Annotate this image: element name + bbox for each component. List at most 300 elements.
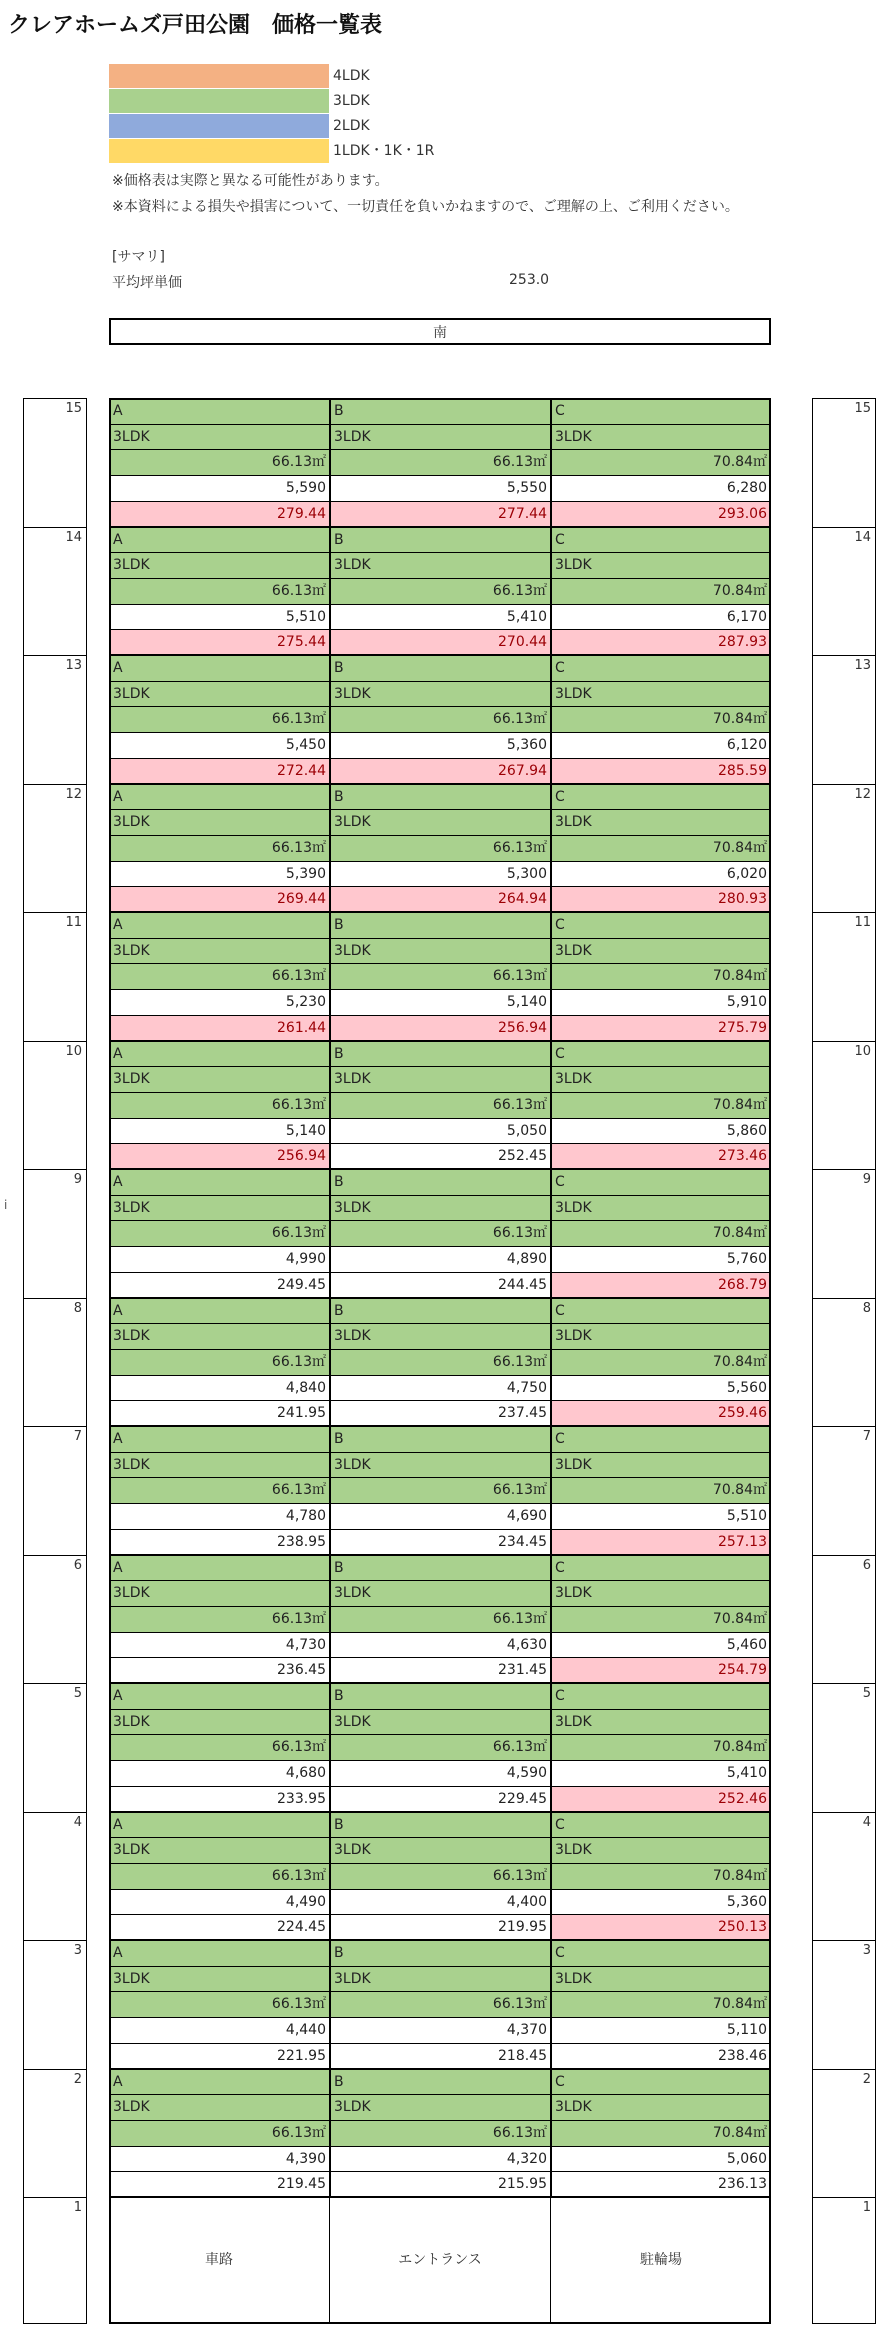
floor-number: 10 <box>65 1043 82 1059</box>
unit-tsubo-price: 261.44 <box>109 1015 330 1042</box>
unit-tsubo-price: 267.94 <box>330 758 551 785</box>
unit-layout: 3LDK <box>551 552 771 579</box>
floor-number: 14 <box>65 529 82 545</box>
floor-box-right <box>812 784 876 913</box>
unit-area: 70.84㎡ <box>551 1092 771 1119</box>
floor-number: 15 <box>854 401 871 416</box>
unit-tsubo-price: 236.45 <box>109 1657 330 1684</box>
floor-box-left <box>23 1169 87 1298</box>
unit-layout: 3LDK <box>551 681 771 708</box>
floor-divider <box>109 1040 771 1042</box>
ground-floor-cell: 駐輪場 <box>640 2252 682 2268</box>
floor-divider <box>109 1811 771 1813</box>
unit-area: 66.13㎡ <box>330 1220 551 1247</box>
floor-number: 2 <box>862 2071 871 2087</box>
floor-number: 8 <box>862 1300 871 1316</box>
unit-tsubo-price: 275.44 <box>109 629 330 656</box>
unit-area: 70.84㎡ <box>551 449 771 476</box>
unit-layout: 3LDK <box>551 1195 771 1222</box>
legend-label-3ldk: 3LDK <box>333 93 370 109</box>
unit-area: 66.13㎡ <box>330 835 551 862</box>
unit-tsubo-price: 237.45 <box>330 1400 551 1427</box>
unit-tsubo-price: 219.95 <box>330 1914 551 1941</box>
unit-area: 66.13㎡ <box>109 1606 330 1633</box>
legend-label-1ldk: 1LDK・1K・1R <box>333 143 435 159</box>
floor-number: 5 <box>73 1686 82 1701</box>
unit-area: 70.84㎡ <box>551 2120 771 2147</box>
unit-layout: 3LDK <box>551 1580 771 1607</box>
unit-area: 66.13㎡ <box>330 706 551 733</box>
unit-tsubo-price: 285.59 <box>551 758 771 785</box>
unit-tsubo-price: 280.93 <box>551 886 771 913</box>
unit-tsubo-price: 287.93 <box>551 629 771 656</box>
unit-id: C <box>551 1298 771 1325</box>
floor-number: 12 <box>65 786 82 802</box>
unit-price: 6,280 <box>551 475 771 502</box>
unit-price: 5,550 <box>330 475 551 502</box>
floor-number: 1 <box>73 2200 82 2215</box>
unit-id: C <box>551 1940 771 1967</box>
unit-id: A <box>109 1940 330 1967</box>
unit-id: C <box>551 1169 771 1196</box>
unit-area: 66.13㎡ <box>109 2120 330 2147</box>
floor-divider <box>109 1297 771 1299</box>
unit-area: 66.13㎡ <box>330 449 551 476</box>
unit-tsubo-price: 279.44 <box>109 501 330 528</box>
unit-price: 4,780 <box>109 1503 330 1530</box>
floor-number: 12 <box>854 786 871 802</box>
unit-tsubo-price: 241.95 <box>109 1400 330 1427</box>
unit-area: 66.13㎡ <box>109 578 330 605</box>
unit-tsubo-price: 256.94 <box>109 1143 330 1170</box>
floor-divider <box>109 526 771 528</box>
floor-number: 4 <box>73 1814 82 1830</box>
unit-layout: 3LDK <box>109 681 330 708</box>
unit-area: 70.84㎡ <box>551 1477 771 1504</box>
floor-box-left <box>23 2197 87 2324</box>
floor-box-left <box>23 2069 87 2198</box>
unit-tsubo-price: 259.46 <box>551 1400 771 1427</box>
unit-tsubo-price: 219.45 <box>109 2171 330 2198</box>
unit-layout: 3LDK <box>551 1837 771 1864</box>
floor-box-right <box>812 655 876 784</box>
unit-layout: 3LDK <box>109 1966 330 1993</box>
unit-id: B <box>330 655 551 682</box>
unit-id: C <box>551 1812 771 1839</box>
unit-area: 70.84㎡ <box>551 1734 771 1761</box>
unit-layout: 3LDK <box>330 1966 551 1993</box>
floor-divider <box>109 1168 771 1170</box>
unit-layout: 3LDK <box>330 681 551 708</box>
unit-layout: 3LDK <box>551 1066 771 1093</box>
unit-price: 4,390 <box>109 2146 330 2173</box>
unit-price: 5,510 <box>109 604 330 631</box>
unit-layout: 3LDK <box>330 1323 551 1350</box>
direction-south-label: 南 <box>109 318 771 345</box>
unit-price: 4,730 <box>109 1632 330 1659</box>
unit-tsubo-price: 244.45 <box>330 1272 551 1299</box>
unit-area: 70.84㎡ <box>551 835 771 862</box>
floor-divider <box>109 1554 771 1556</box>
floor-box-right <box>812 1683 876 1812</box>
unit-layout: 3LDK <box>109 1066 330 1093</box>
ground-floor-cell: エントランス <box>330 2197 551 2324</box>
unit-id: B <box>330 1812 551 1839</box>
unit-tsubo-price: 273.46 <box>551 1143 771 1170</box>
floor-divider <box>109 1682 771 1684</box>
unit-price: 5,450 <box>109 732 330 759</box>
unit-layout: 3LDK <box>330 938 551 965</box>
unit-price: 5,230 <box>109 989 330 1016</box>
floor-box-right <box>812 912 876 1041</box>
floor-number: 9 <box>73 1172 82 1187</box>
unit-id: C <box>551 2069 771 2096</box>
floor-number: 13 <box>854 658 871 673</box>
unit-tsubo-price: 238.95 <box>109 1529 330 1556</box>
unit-id: B <box>330 1940 551 1967</box>
unit-tsubo-price: 218.45 <box>330 2043 551 2070</box>
floor-box-right <box>812 2069 876 2198</box>
floor-box-left <box>23 784 87 913</box>
unit-area: 66.13㎡ <box>330 963 551 990</box>
floor-box-left <box>23 1041 87 1170</box>
unit-id: C <box>551 655 771 682</box>
unit-layout: 3LDK <box>330 1837 551 1864</box>
unit-area: 66.13㎡ <box>109 835 330 862</box>
average-tsubo-value: 253.0 <box>509 272 550 288</box>
floor-box-left <box>23 398 87 527</box>
floor-box-left <box>23 912 87 1041</box>
unit-id: C <box>551 1555 771 1582</box>
unit-id: A <box>109 1426 330 1453</box>
unit-area: 66.13㎡ <box>109 449 330 476</box>
unit-id: B <box>330 912 551 939</box>
unit-area: 70.84㎡ <box>551 1991 771 2018</box>
unit-price: 5,760 <box>551 1246 771 1273</box>
floor-number: 11 <box>854 915 871 930</box>
floor-number: 4 <box>862 1814 871 1830</box>
page-title: クレアホームズ戸田公園 価格一覧表 <box>8 13 383 38</box>
unit-tsubo-price: 238.46 <box>551 2043 771 2070</box>
floor-box-left <box>23 1940 87 2069</box>
unit-layout: 3LDK <box>109 1580 330 1607</box>
unit-price: 5,360 <box>330 732 551 759</box>
floor-box-right <box>812 1426 876 1555</box>
unit-area: 70.84㎡ <box>551 1863 771 1890</box>
unit-price: 5,410 <box>551 1760 771 1787</box>
legend-swatch-3ldk <box>109 89 329 113</box>
unit-layout: 3LDK <box>330 1452 551 1479</box>
unit-price: 5,300 <box>330 861 551 888</box>
unit-layout: 3LDK <box>109 424 330 451</box>
unit-area: 70.84㎡ <box>551 1606 771 1633</box>
unit-area: 70.84㎡ <box>551 706 771 733</box>
unit-id: C <box>551 912 771 939</box>
unit-price: 4,840 <box>109 1375 330 1402</box>
floor-divider <box>109 654 771 656</box>
unit-tsubo-price: 249.45 <box>109 1272 330 1299</box>
floor-number: 7 <box>73 1429 82 1444</box>
unit-price: 5,140 <box>330 989 551 1016</box>
average-tsubo-label: 平均坪単価 <box>112 275 182 291</box>
unit-area: 66.13㎡ <box>109 963 330 990</box>
unit-id: A <box>109 2069 330 2096</box>
summary-heading: [サマリ] <box>112 249 165 265</box>
floor-number: 10 <box>854 1043 871 1059</box>
unit-id: A <box>109 1555 330 1582</box>
unit-id: C <box>551 784 771 811</box>
unit-id: B <box>330 527 551 554</box>
floor-divider <box>109 2068 771 2070</box>
unit-price: 5,110 <box>551 2017 771 2044</box>
unit-id: A <box>109 784 330 811</box>
unit-area: 66.13㎡ <box>109 706 330 733</box>
floor-box-left <box>23 1298 87 1427</box>
unit-layout: 3LDK <box>109 1709 330 1736</box>
unit-tsubo-price: 269.44 <box>109 886 330 913</box>
disclaimer-note: ※価格表は実際と異なる可能性があります。 <box>112 173 389 189</box>
floor-number: 5 <box>862 1686 871 1701</box>
unit-price: 4,990 <box>109 1246 330 1273</box>
floor-number: 8 <box>73 1300 82 1316</box>
unit-tsubo-price: 272.44 <box>109 758 330 785</box>
unit-price: 4,690 <box>330 1503 551 1530</box>
unit-layout: 3LDK <box>109 1195 330 1222</box>
floor-box-left <box>23 1812 87 1941</box>
unit-layout: 3LDK <box>330 809 551 836</box>
unit-area: 66.13㎡ <box>109 1991 330 2018</box>
unit-layout: 3LDK <box>330 1195 551 1222</box>
unit-layout: 3LDK <box>330 2094 551 2121</box>
legend-swatch-2ldk <box>109 114 329 138</box>
unit-tsubo-price: 231.45 <box>330 1657 551 1684</box>
unit-id: B <box>330 784 551 811</box>
unit-tsubo-price: 252.46 <box>551 1786 771 1813</box>
unit-price: 4,890 <box>330 1246 551 1273</box>
unit-price: 4,400 <box>330 1889 551 1916</box>
floor-number: 15 <box>65 401 82 416</box>
unit-area: 66.13㎡ <box>330 1991 551 2018</box>
floor-box-left <box>23 527 87 656</box>
floor-number: 3 <box>862 1943 871 1958</box>
unit-tsubo-price: 254.79 <box>551 1657 771 1684</box>
unit-price: 4,750 <box>330 1375 551 1402</box>
floor-divider <box>109 1425 771 1427</box>
unit-id: B <box>330 1041 551 1068</box>
floor-box-left <box>23 655 87 784</box>
unit-tsubo-price: 215.95 <box>330 2171 551 2198</box>
unit-price: 5,050 <box>330 1118 551 1145</box>
legend-swatch-1ldk <box>109 139 329 163</box>
floor-number: 11 <box>65 915 82 930</box>
floor-number: 1 <box>862 2200 871 2215</box>
unit-id: A <box>109 655 330 682</box>
floor-number: 14 <box>854 529 871 545</box>
unit-layout: 3LDK <box>330 1709 551 1736</box>
unit-area: 70.84㎡ <box>551 963 771 990</box>
unit-price: 4,370 <box>330 2017 551 2044</box>
stray-mark: i <box>4 1198 8 1212</box>
floor-box-right <box>812 1555 876 1684</box>
floor-box-right <box>812 1298 876 1427</box>
unit-tsubo-price: 236.13 <box>551 2171 771 2198</box>
unit-tsubo-price: 221.95 <box>109 2043 330 2070</box>
unit-price: 5,060 <box>551 2146 771 2173</box>
floor-box-right <box>812 1940 876 2069</box>
unit-id: B <box>330 2069 551 2096</box>
unit-layout: 3LDK <box>330 1066 551 1093</box>
unit-area: 66.13㎡ <box>330 1092 551 1119</box>
unit-area: 66.13㎡ <box>330 1734 551 1761</box>
unit-price: 5,860 <box>551 1118 771 1145</box>
floor-box-right <box>812 1812 876 1941</box>
unit-area: 66.13㎡ <box>330 1863 551 1890</box>
unit-area: 66.13㎡ <box>330 1606 551 1633</box>
unit-tsubo-price: 229.45 <box>330 1786 551 1813</box>
floor-number: 7 <box>862 1429 871 1444</box>
unit-layout: 3LDK <box>330 1580 551 1607</box>
unit-area: 66.13㎡ <box>109 1349 330 1376</box>
unit-layout: 3LDK <box>330 424 551 451</box>
unit-layout: 3LDK <box>109 938 330 965</box>
unit-layout: 3LDK <box>109 552 330 579</box>
unit-area: 70.84㎡ <box>551 578 771 605</box>
floor-box-left <box>23 1426 87 1555</box>
unit-tsubo-price: 257.13 <box>551 1529 771 1556</box>
unit-layout: 3LDK <box>109 809 330 836</box>
unit-price: 5,460 <box>551 1632 771 1659</box>
floor-divider <box>109 911 771 913</box>
unit-tsubo-price: 250.13 <box>551 1914 771 1941</box>
unit-id: C <box>551 1683 771 1710</box>
unit-area: 66.13㎡ <box>330 578 551 605</box>
unit-tsubo-price: 256.94 <box>330 1015 551 1042</box>
unit-id: A <box>109 1169 330 1196</box>
unit-area: 66.13㎡ <box>330 2120 551 2147</box>
unit-tsubo-price: 275.79 <box>551 1015 771 1042</box>
unit-tsubo-price: 293.06 <box>551 501 771 528</box>
unit-area: 66.13㎡ <box>109 1734 330 1761</box>
unit-price: 6,020 <box>551 861 771 888</box>
unit-layout: 3LDK <box>551 1323 771 1350</box>
legend-swatch-4ldk <box>109 64 329 88</box>
unit-area: 66.13㎡ <box>109 1477 330 1504</box>
unit-id: A <box>109 527 330 554</box>
unit-id: A <box>109 1812 330 1839</box>
floor-box-right <box>812 1041 876 1170</box>
unit-price: 6,170 <box>551 604 771 631</box>
unit-area: 66.13㎡ <box>109 1220 330 1247</box>
unit-layout: 3LDK <box>551 1966 771 1993</box>
unit-id: A <box>109 912 330 939</box>
unit-layout: 3LDK <box>551 424 771 451</box>
unit-tsubo-price: 264.94 <box>330 886 551 913</box>
unit-tsubo-price: 234.45 <box>330 1529 551 1556</box>
floor-number: 3 <box>73 1943 82 1958</box>
unit-id: B <box>330 1298 551 1325</box>
floor-number: 13 <box>65 658 82 673</box>
floor-number: 2 <box>73 2071 82 2087</box>
unit-layout: 3LDK <box>109 2094 330 2121</box>
unit-price: 5,410 <box>330 604 551 631</box>
floor-divider <box>109 1939 771 1941</box>
floor-box-right <box>812 2197 876 2324</box>
unit-price: 5,590 <box>109 475 330 502</box>
unit-area: 66.13㎡ <box>109 1092 330 1119</box>
unit-id: C <box>551 1426 771 1453</box>
floor-number: 9 <box>862 1172 871 1187</box>
unit-layout: 3LDK <box>551 809 771 836</box>
unit-price: 5,390 <box>109 861 330 888</box>
unit-area: 66.13㎡ <box>330 1477 551 1504</box>
floor-number: 6 <box>862 1557 871 1573</box>
legend-label-2ldk: 2LDK <box>333 118 370 134</box>
unit-tsubo-price: 270.44 <box>330 629 551 656</box>
unit-tsubo-price: 277.44 <box>330 501 551 528</box>
unit-id: A <box>109 1683 330 1710</box>
unit-id: C <box>551 527 771 554</box>
unit-price: 5,910 <box>551 989 771 1016</box>
floor-divider <box>109 783 771 785</box>
unit-tsubo-price: 268.79 <box>551 1272 771 1299</box>
unit-area: 66.13㎡ <box>330 1349 551 1376</box>
floor-box-left <box>23 1555 87 1684</box>
unit-layout: 3LDK <box>109 1837 330 1864</box>
floor-box-left <box>23 1683 87 1812</box>
unit-id: A <box>109 398 330 425</box>
legend-label-4ldk: 4LDK <box>333 68 370 84</box>
unit-layout: 3LDK <box>109 1323 330 1350</box>
unit-price: 5,360 <box>551 1889 771 1916</box>
unit-layout: 3LDK <box>551 938 771 965</box>
unit-tsubo-price: 233.95 <box>109 1786 330 1813</box>
unit-id: C <box>551 1041 771 1068</box>
unit-id: B <box>330 1426 551 1453</box>
unit-layout: 3LDK <box>551 1452 771 1479</box>
unit-price: 4,680 <box>109 1760 330 1787</box>
unit-area: 70.84㎡ <box>551 1220 771 1247</box>
unit-id: A <box>109 1041 330 1068</box>
unit-area: 70.84㎡ <box>551 1349 771 1376</box>
unit-price: 4,630 <box>330 1632 551 1659</box>
floor-box-right <box>812 398 876 527</box>
unit-tsubo-price: 252.45 <box>330 1143 551 1170</box>
unit-id: B <box>330 1683 551 1710</box>
unit-layout: 3LDK <box>551 2094 771 2121</box>
unit-id: B <box>330 1169 551 1196</box>
ground-floor-cell: 車路 <box>109 2197 330 2324</box>
floor-number: 6 <box>73 1557 82 1573</box>
floor-box-right <box>812 1169 876 1298</box>
unit-layout: 3LDK <box>330 552 551 579</box>
unit-id: C <box>551 398 771 425</box>
floor-box-right <box>812 527 876 656</box>
unit-price: 4,490 <box>109 1889 330 1916</box>
liability-note: ※本資料による損失や損害について、一切責任を負いかねますので、ご理解の上、ご利用ください。 <box>112 199 739 215</box>
unit-layout: 3LDK <box>109 1452 330 1479</box>
unit-price: 4,320 <box>330 2146 551 2173</box>
unit-price: 6,120 <box>551 732 771 759</box>
unit-price: 4,590 <box>330 1760 551 1787</box>
unit-price: 5,140 <box>109 1118 330 1145</box>
unit-tsubo-price: 224.45 <box>109 1914 330 1941</box>
unit-layout: 3LDK <box>551 1709 771 1736</box>
unit-id: B <box>330 1555 551 1582</box>
unit-price: 4,440 <box>109 2017 330 2044</box>
unit-area: 66.13㎡ <box>109 1863 330 1890</box>
unit-id: B <box>330 398 551 425</box>
unit-price: 5,510 <box>551 1503 771 1530</box>
